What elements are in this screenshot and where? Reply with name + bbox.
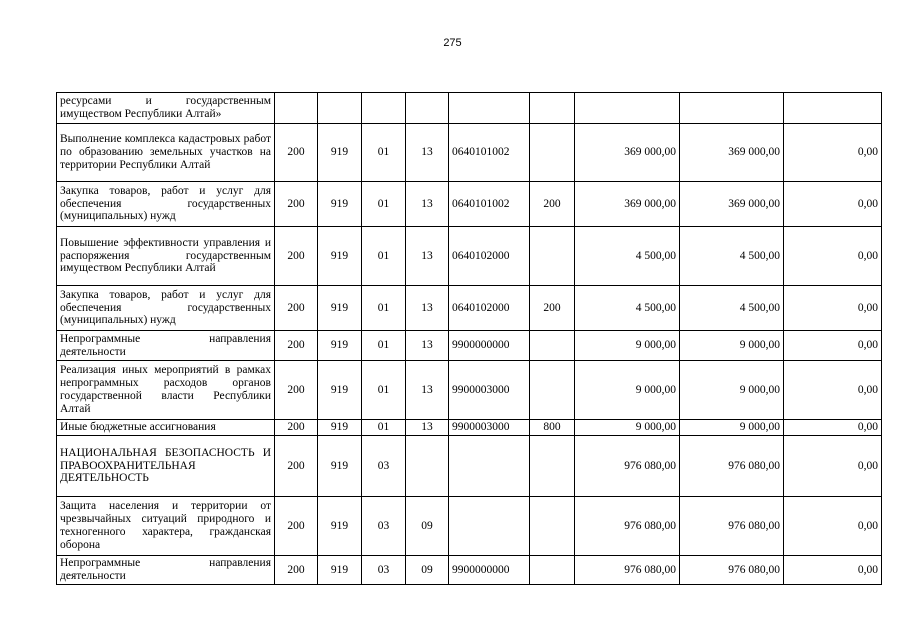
- cell-name: Повышение эффективности управления и распоряжения государственным имуществом Республики Алтай: [57, 227, 275, 286]
- cell-target-article: [449, 93, 530, 124]
- cell-subsection: [406, 436, 449, 497]
- cell-section: 01: [362, 331, 406, 361]
- cell-amount-2: 976 080,00: [680, 556, 784, 585]
- cell-ministry-code: 919: [318, 436, 362, 497]
- cell-subsection: 09: [406, 497, 449, 556]
- cell-amount-3: 0,00: [784, 286, 882, 331]
- budget-table: [56, 92, 882, 585]
- cell-expense-type: [530, 124, 575, 182]
- cell-amount-2: 369 000,00: [680, 124, 784, 182]
- table-row: [57, 93, 882, 124]
- cell-subsection: 13: [406, 124, 449, 182]
- cell-code-200: 200: [275, 556, 318, 585]
- cell-amount-3: 0,00: [784, 556, 882, 585]
- cell-ministry-code: 919: [318, 182, 362, 227]
- table-row: [57, 124, 882, 182]
- cell-section: [362, 93, 406, 124]
- cell-code-200: 200: [275, 286, 318, 331]
- cell-ministry-code: 919: [318, 227, 362, 286]
- cell-amount-2: 4 500,00: [680, 286, 784, 331]
- cell-ministry-code: [318, 93, 362, 124]
- cell-section: 01: [362, 124, 406, 182]
- table-row: [57, 436, 882, 497]
- cell-section: 03: [362, 497, 406, 556]
- cell-amount-1: 9 000,00: [575, 420, 680, 436]
- cell-amount-3: 0,00: [784, 361, 882, 420]
- cell-ministry-code: 919: [318, 124, 362, 182]
- table-row: [57, 286, 882, 331]
- cell-amount-1: [575, 93, 680, 124]
- cell-amount-3: 0,00: [784, 497, 882, 556]
- cell-ministry-code: 919: [318, 331, 362, 361]
- cell-code-200: 200: [275, 361, 318, 420]
- cell-name: Иные бюджетные ассигнования: [57, 420, 275, 436]
- cell-subsection: 13: [406, 227, 449, 286]
- cell-amount-2: 9 000,00: [680, 420, 784, 436]
- table-row: [57, 227, 882, 286]
- cell-expense-type: 800: [530, 420, 575, 436]
- cell-section: 01: [362, 420, 406, 436]
- cell-name: ресурсами и государственным имуществом Республики Алтай»: [57, 93, 275, 124]
- cell-amount-2: 9 000,00: [680, 361, 784, 420]
- cell-target-article: 0640101002: [449, 182, 530, 227]
- cell-target-article: 0640102000: [449, 286, 530, 331]
- cell-expense-type: 200: [530, 182, 575, 227]
- cell-ministry-code: 919: [318, 556, 362, 585]
- cell-amount-3: [784, 93, 882, 124]
- cell-name: Выполнение комплекса кадастровых работ по образованию земельных участков на территории Республики Алтай: [57, 124, 275, 182]
- cell-section: 03: [362, 436, 406, 497]
- cell-expense-type: [530, 93, 575, 124]
- cell-amount-3: 0,00: [784, 420, 882, 436]
- cell-code-200: 200: [275, 436, 318, 497]
- cell-expense-type: [530, 361, 575, 420]
- cell-code-200: 200: [275, 182, 318, 227]
- cell-amount-3: 0,00: [784, 331, 882, 361]
- cell-code-200: 200: [275, 420, 318, 436]
- cell-subsection: 13: [406, 361, 449, 420]
- cell-target-article: 9900003000: [449, 420, 530, 436]
- cell-amount-3: 0,00: [784, 124, 882, 182]
- cell-amount-2: 976 080,00: [680, 497, 784, 556]
- table-row: [57, 556, 882, 585]
- cell-name: Реализация иных мероприятий в рамках непрограммных расходов органов государственной власти Республики Алтай: [57, 361, 275, 420]
- cell-ministry-code: 919: [318, 497, 362, 556]
- cell-amount-1: 9 000,00: [575, 331, 680, 361]
- table-row: [57, 361, 882, 420]
- cell-amount-1: 9 000,00: [575, 361, 680, 420]
- cell-target-article: 0640101002: [449, 124, 530, 182]
- cell-name: Непрограммные направления деятельности: [57, 331, 275, 361]
- cell-name: НАЦИОНАЛЬНАЯ БЕЗОПАСНОСТЬ И ПРАВООХРАНИТЕЛЬНАЯ ДЕЯТЕЛЬНОСТЬ: [57, 436, 275, 497]
- cell-amount-2: 9 000,00: [680, 331, 784, 361]
- cell-subsection: 13: [406, 420, 449, 436]
- cell-amount-1: 976 080,00: [575, 436, 680, 497]
- cell-amount-3: 0,00: [784, 227, 882, 286]
- cell-amount-1: 976 080,00: [575, 556, 680, 585]
- cell-section: 01: [362, 361, 406, 420]
- table-row: [57, 331, 882, 361]
- cell-ministry-code: 919: [318, 286, 362, 331]
- cell-name: Непрограммные направления деятельности: [57, 556, 275, 585]
- cell-subsection: 09: [406, 556, 449, 585]
- cell-target-article: 9900000000: [449, 556, 530, 585]
- cell-expense-type: [530, 556, 575, 585]
- table-row: [57, 420, 882, 436]
- cell-name: Защита населения и территории от чрезвычайных ситуаций природного и техногенного характера, гражданская оборона: [57, 497, 275, 556]
- cell-target-article: 0640102000: [449, 227, 530, 286]
- cell-section: 01: [362, 286, 406, 331]
- cell-section: 03: [362, 556, 406, 585]
- cell-subsection: [406, 93, 449, 124]
- cell-name: Закупка товаров, работ и услуг для обеспечения государственных (муниципальных) нужд: [57, 286, 275, 331]
- cell-amount-1: 369 000,00: [575, 182, 680, 227]
- cell-section: 01: [362, 227, 406, 286]
- cell-amount-1: 4 500,00: [575, 286, 680, 331]
- cell-expense-type: [530, 436, 575, 497]
- table-row: [57, 497, 882, 556]
- cell-expense-type: 200: [530, 286, 575, 331]
- page-number: 275: [443, 37, 462, 49]
- cell-name: Закупка товаров, работ и услуг для обеспечения государственных (муниципальных) нужд: [57, 182, 275, 227]
- cell-code-200: 200: [275, 124, 318, 182]
- cell-target-article: [449, 436, 530, 497]
- cell-target-article: 9900003000: [449, 361, 530, 420]
- cell-amount-1: 976 080,00: [575, 497, 680, 556]
- cell-amount-3: 0,00: [784, 182, 882, 227]
- cell-target-article: [449, 497, 530, 556]
- cell-code-200: 200: [275, 497, 318, 556]
- cell-amount-2: 4 500,00: [680, 227, 784, 286]
- cell-amount-3: 0,00: [784, 436, 882, 497]
- cell-section: 01: [362, 182, 406, 227]
- cell-expense-type: [530, 497, 575, 556]
- cell-expense-type: [530, 227, 575, 286]
- cell-target-article: 9900000000: [449, 331, 530, 361]
- cell-subsection: 13: [406, 331, 449, 361]
- table-row: [57, 182, 882, 227]
- cell-amount-2: 369 000,00: [680, 182, 784, 227]
- cell-amount-1: 369 000,00: [575, 124, 680, 182]
- cell-code-200: 200: [275, 331, 318, 361]
- cell-ministry-code: 919: [318, 361, 362, 420]
- cell-ministry-code: 919: [318, 420, 362, 436]
- cell-amount-2: 976 080,00: [680, 436, 784, 497]
- cell-code-200: [275, 93, 318, 124]
- cell-amount-2: [680, 93, 784, 124]
- cell-amount-1: 4 500,00: [575, 227, 680, 286]
- cell-subsection: 13: [406, 182, 449, 227]
- cell-code-200: 200: [275, 227, 318, 286]
- cell-expense-type: [530, 331, 575, 361]
- cell-subsection: 13: [406, 286, 449, 331]
